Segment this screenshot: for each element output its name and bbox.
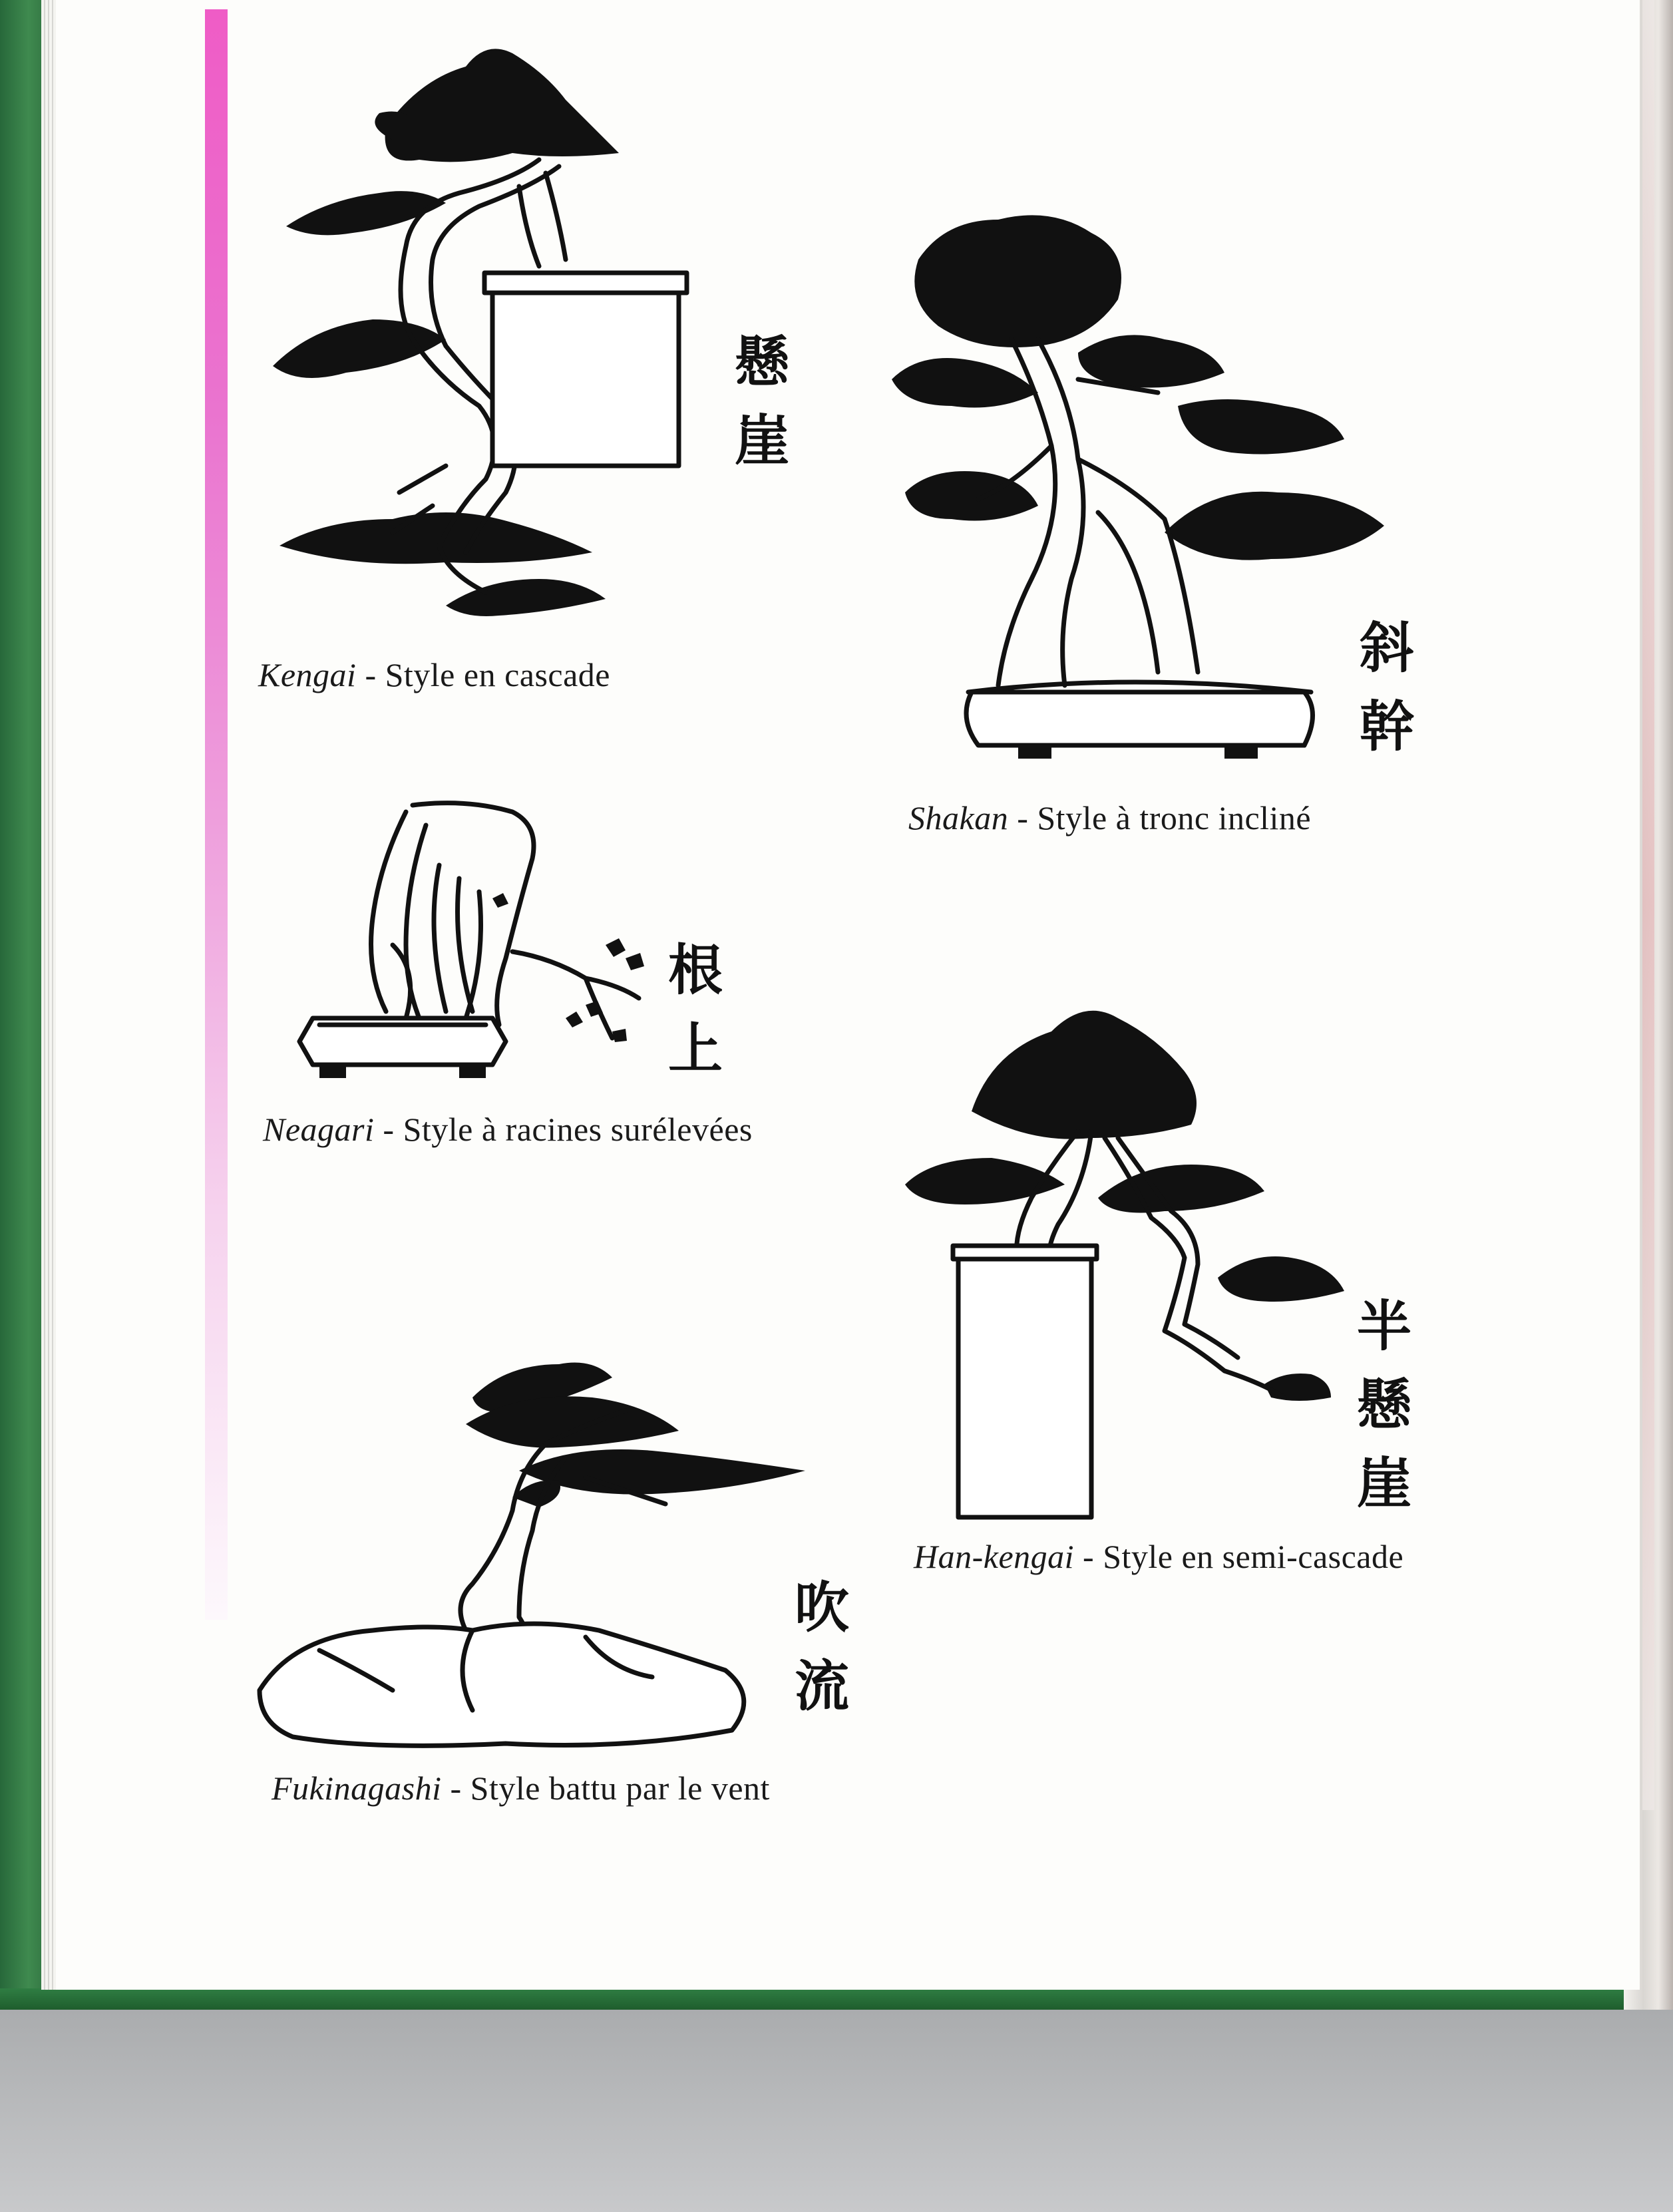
han-kengai-separator: - (1074, 1538, 1103, 1575)
shakan-kanji-1: 斜 (1359, 617, 1414, 680)
han-kengai-kanji (1351, 1288, 1417, 1523)
fukinagashi-kanji (789, 1569, 855, 1726)
han-kengai-kanji-3: 崖 (1356, 1452, 1411, 1515)
kengai-caption (258, 655, 610, 694)
fukinagashi-separator: - (441, 1769, 470, 1807)
shakan-term: Shakan (908, 799, 1009, 836)
neagari-separator: - (374, 1111, 403, 1148)
shakan-kanji (1354, 610, 1420, 767)
neagari-description: Style à racines surélevées (403, 1111, 753, 1148)
fukinagashi-kanji-2: 流 (794, 1655, 849, 1718)
kengai-kanji-1: 懸 (734, 331, 789, 394)
scanner-background (0, 2003, 1673, 2212)
shakan-illustration (878, 206, 1397, 785)
neagari-kanji-1: 根 (667, 939, 723, 1002)
neagari-illustration (293, 785, 652, 1091)
fukinagashi-kanji-1: 吹 (794, 1576, 849, 1640)
han-kengai-caption (914, 1537, 1403, 1576)
book-cover-edge (0, 1988, 1644, 2010)
neagari-kanji (662, 932, 729, 1089)
han-kengai-illustration (892, 998, 1371, 1531)
fukinagashi-caption (272, 1769, 770, 1807)
han-kengai-description: Style en semi-cascade (1103, 1538, 1404, 1575)
han-kengai-term: Han-kengai (914, 1538, 1075, 1575)
fukinagashi-term: Fukinagashi (272, 1769, 442, 1807)
han-kengai-kanji-2: 懸 (1356, 1374, 1411, 1437)
fukinagashi-description: Style battu par le vent (470, 1769, 770, 1807)
accent-bar (205, 9, 228, 1620)
page-fore-edge-tint (1642, 0, 1654, 1810)
shakan-description: Style à tronc incliné (1037, 799, 1312, 836)
kengai-separator: - (356, 656, 385, 693)
kengai-illustration (246, 27, 712, 639)
han-kengai-kanji-1: 半 (1356, 1295, 1411, 1358)
kengai-term: Kengai (258, 656, 357, 693)
shakan-separator: - (1008, 799, 1037, 836)
kengai-kanji (729, 323, 795, 480)
neagari-kanji-2: 上 (667, 1017, 723, 1081)
kengai-kanji-2: 崖 (734, 409, 789, 472)
neagari-caption (263, 1110, 753, 1149)
kengai-description: Style en cascade (385, 656, 610, 693)
shakan-caption (908, 799, 1311, 837)
shakan-kanji-2: 幹 (1359, 695, 1414, 759)
fukinagashi-illustration (253, 1338, 838, 1757)
neagari-term: Neagari (263, 1111, 375, 1148)
